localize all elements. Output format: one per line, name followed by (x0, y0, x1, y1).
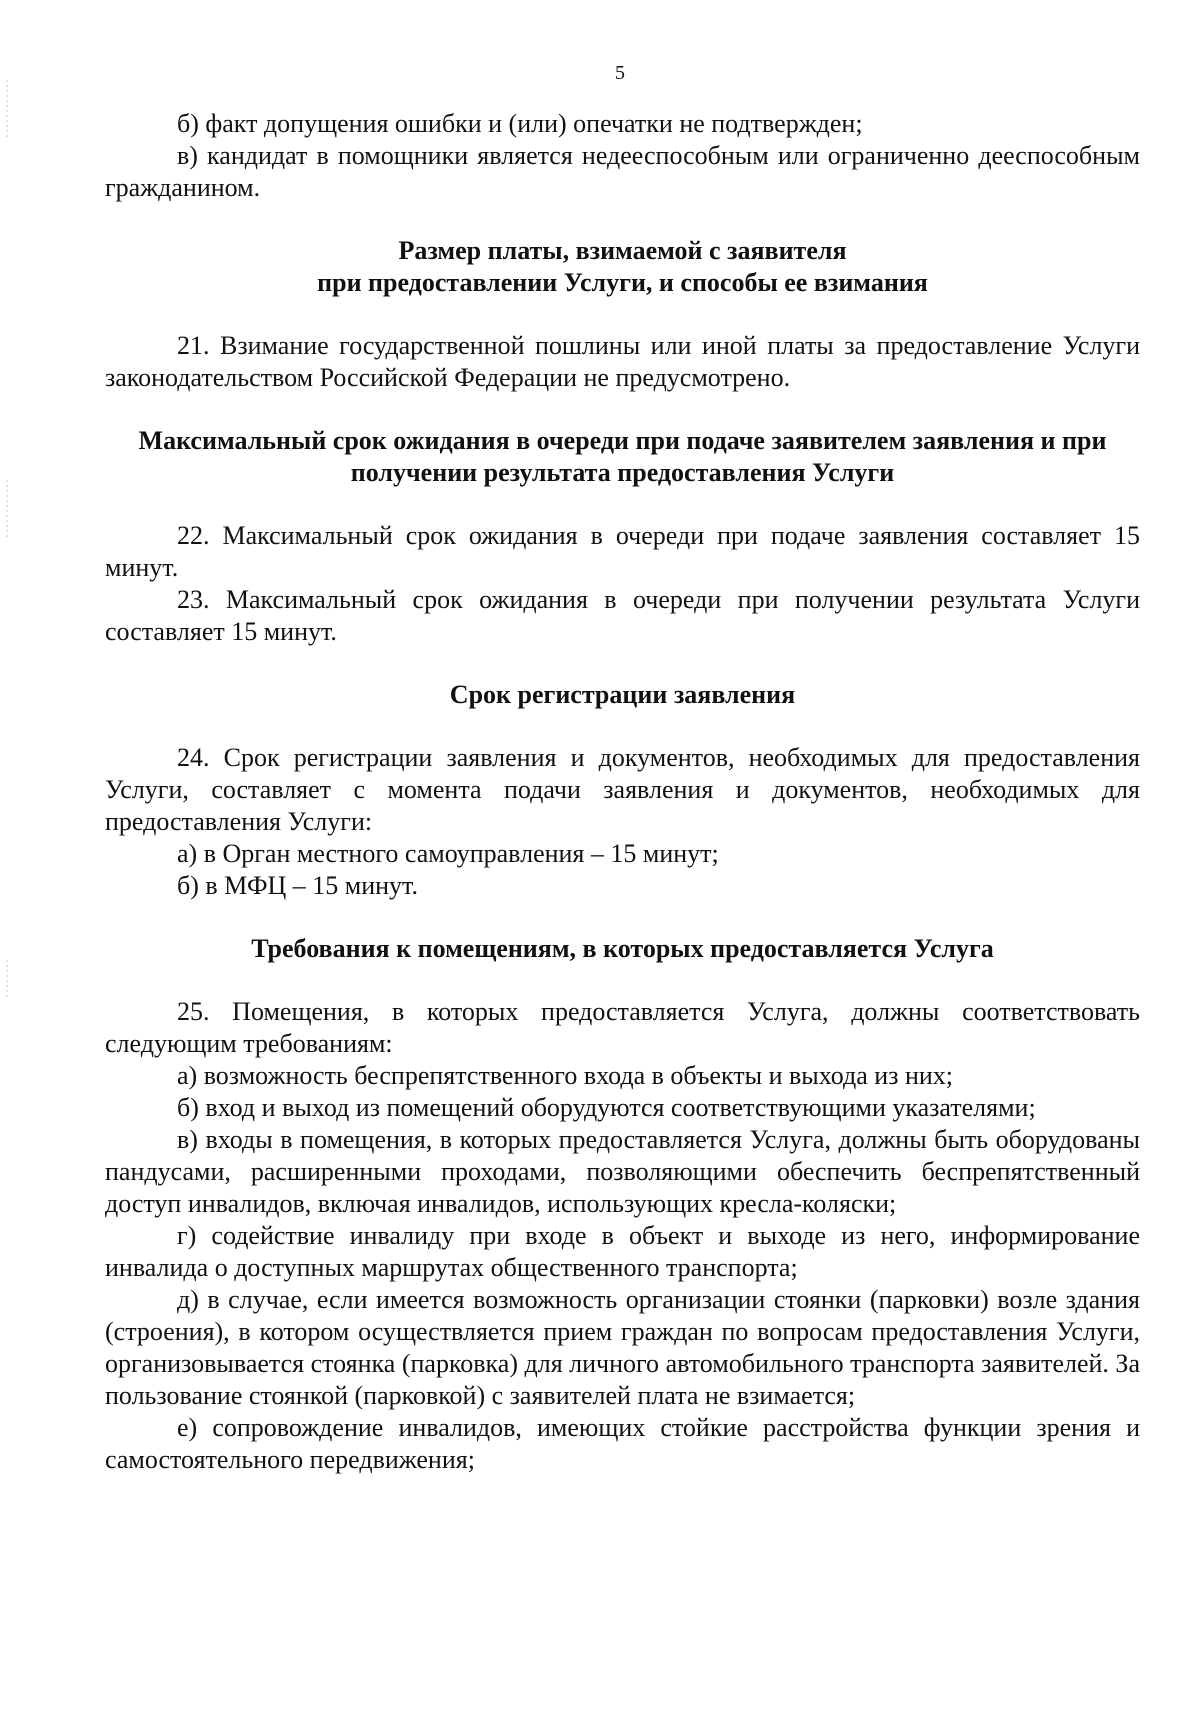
paragraph: в) входы в помещения, в которых предоставляется Услуга, должны быть оборудованы пандусами, расширенными проходами, позволяющими обеспечить беспрепятственный доступ инвалидов, включая инвалидов, использующих кресла-коляски; (105, 1125, 1140, 1218)
paragraph: 24. Срок регистрации заявления и документов, необходимых для предоставления Услуги, составляет с момента подачи заявления и документов, необходимых для предоставления Услуги: (105, 743, 1140, 836)
paragraph: е) сопровождение инвалидов, имеющих стойкие расстройства функции зрения и самостоятельного передвижения; (105, 1413, 1140, 1474)
section-heading: Максимальный срок ожидания в очереди при подаче заявителем заявления и при получении результата предоставления Услуги (138, 426, 1107, 487)
paragraph: г) содействие инвалиду при входе в объект и выходе из него, информирование инвалида о доступных маршрутах общественного транспорта; (105, 1221, 1140, 1282)
section-gap (105, 299, 1140, 330)
section-gap (105, 204, 1140, 235)
scan-artifact (6, 80, 8, 140)
paragraph: б) факт допущения ошибки и (или) опечатки не подтвержден; (177, 109, 863, 138)
section-gap (105, 711, 1140, 742)
paragraph: 22. Максимальный срок ожидания в очереди при подаче заявления составляет 15 минут. (105, 521, 1140, 582)
section-gap (105, 648, 1140, 679)
section-heading: Срок регистрации заявления (449, 680, 796, 709)
paragraph: д) в случае, если имеется возможность организации стоянки (парковки) возле здания (строения), в котором осуществляется прием граждан по вопросам предоставления Услуги, организовывается стоянка (парковка) для личного автомобильного транспорта заявителей. За пользование стоянкой (парковкой) с заявителей плата не взимается; (105, 1285, 1140, 1410)
section-heading: Требования к помещениям, в которых предоставляется Услуга (251, 934, 994, 963)
paragraph: а) возможность беспрепятственного входа в объекты и выхода из них; (177, 1061, 954, 1090)
section-gap (105, 902, 1140, 933)
section-heading: Размер платы, взимаемой с заявителя (398, 236, 847, 265)
page-number: 5 (615, 62, 625, 84)
document-body (105, 108, 1140, 1476)
section-gap (105, 965, 1140, 996)
paragraph: 25. Помещения, в которых предоставляется Услуга, должны соответствовать следующим требованиям: (105, 997, 1140, 1058)
paragraph: 21. Взимание государственной пошлины или иной платы за предоставление Услуги законодательством Российской Федерации не предусмотрено. (105, 331, 1140, 392)
paragraph: б) вход и выход из помещений оборудуются соответствующими указателями; (177, 1093, 1036, 1122)
section-gap (105, 489, 1140, 520)
paragraph: 23. Максимальный срок ожидания в очереди при получении результата Услуги составляет 15 минут. (105, 585, 1140, 646)
section-gap (105, 394, 1140, 425)
scan-artifact (6, 480, 8, 540)
paragraph: а) в Орган местного самоуправления – 15 минут; (177, 839, 719, 868)
paragraph: б) в МФЦ – 15 минут. (177, 871, 418, 900)
scan-artifact (6, 960, 8, 1000)
section-heading: при предоставлении Услуги, и способы ее взимания (317, 268, 928, 297)
paragraph: в) кандидат в помощники является недееспособным или ограниченно дееспособным гражданином. (105, 141, 1140, 202)
